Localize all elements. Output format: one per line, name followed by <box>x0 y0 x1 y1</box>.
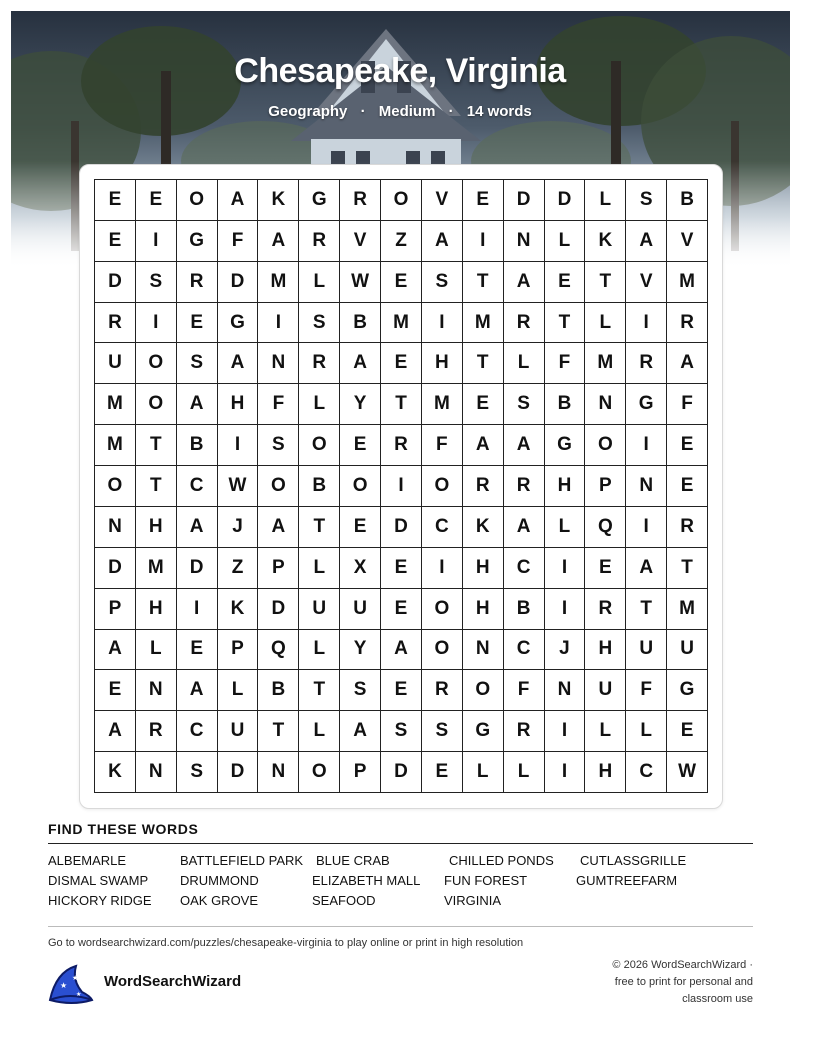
word-item: FUN FOREST <box>444 873 528 888</box>
grid-cell[interactable]: A <box>95 630 136 671</box>
grid-cell[interactable]: N <box>463 630 504 671</box>
grid-cell[interactable]: F <box>422 425 463 466</box>
grid-cell[interactable]: H <box>136 589 177 630</box>
grid-cell[interactable]: T <box>299 670 340 711</box>
grid-cell[interactable]: V <box>422 180 463 221</box>
grid-cell[interactable]: H <box>422 343 463 384</box>
grid-cell[interactable]: L <box>545 507 586 548</box>
grid-cell[interactable]: T <box>667 548 708 589</box>
grid-cell[interactable]: E <box>177 630 218 671</box>
grid-cell[interactable]: E <box>340 425 381 466</box>
grid-cell[interactable]: H <box>585 630 626 671</box>
grid-cell[interactable]: R <box>667 303 708 344</box>
grid-cell[interactable]: M <box>463 303 504 344</box>
grid-cell[interactable]: M <box>95 384 136 425</box>
grid-cell[interactable]: B <box>504 589 545 630</box>
grid-cell[interactable]: R <box>95 303 136 344</box>
grid-cell[interactable]: S <box>136 262 177 303</box>
grid-cell[interactable]: N <box>258 752 299 793</box>
grid-cell[interactable]: G <box>626 384 667 425</box>
puzzle-meta <box>0 103 800 120</box>
grid-cell[interactable]: I <box>136 303 177 344</box>
grid-cell[interactable]: K <box>585 221 626 262</box>
grid-cell[interactable]: O <box>177 180 218 221</box>
grid-cell[interactable]: E <box>95 180 136 221</box>
grid-cell[interactable]: R <box>504 303 545 344</box>
grid-cell[interactable]: P <box>585 466 626 507</box>
grid-cell[interactable]: H <box>545 466 586 507</box>
grid-cell[interactable]: A <box>422 221 463 262</box>
word-list-heading: FIND THESE WORDS <box>48 821 199 837</box>
grid-cell[interactable]: F <box>258 384 299 425</box>
grid-cell[interactable]: B <box>177 425 218 466</box>
grid-cell[interactable]: R <box>299 343 340 384</box>
grid-cell[interactable]: B <box>299 466 340 507</box>
grid-cell[interactable]: A <box>626 548 667 589</box>
word-item: DRUMMOND <box>180 873 259 888</box>
grid-cell[interactable]: D <box>218 262 259 303</box>
grid-cell[interactable]: A <box>340 711 381 752</box>
grid-cell[interactable]: G <box>463 711 504 752</box>
word-item: ALBEMARLE <box>48 853 127 868</box>
grid-cell[interactable]: H <box>463 589 504 630</box>
grid-cell[interactable]: H <box>463 548 504 589</box>
grid-cell[interactable]: R <box>667 507 708 548</box>
grid-cell[interactable]: L <box>299 262 340 303</box>
grid-cell[interactable]: L <box>299 711 340 752</box>
grid-cell[interactable]: M <box>381 303 422 344</box>
grid-cell[interactable]: L <box>299 548 340 589</box>
grid-cell[interactable]: K <box>95 752 136 793</box>
grid-cell[interactable]: R <box>299 221 340 262</box>
grid-cell[interactable]: E <box>381 589 422 630</box>
grid-cell[interactable]: P <box>95 589 136 630</box>
grid-cell[interactable]: T <box>585 262 626 303</box>
grid-cell[interactable]: I <box>463 221 504 262</box>
grid-cell[interactable]: N <box>258 343 299 384</box>
grid-cell[interactable]: C <box>177 711 218 752</box>
grid-cell[interactable]: G <box>177 221 218 262</box>
grid-cell[interactable]: D <box>177 548 218 589</box>
grid-cell[interactable]: S <box>381 711 422 752</box>
grid-cell[interactable]: E <box>381 548 422 589</box>
divider <box>48 926 753 927</box>
grid-cell[interactable]: M <box>95 425 136 466</box>
grid-cell[interactable]: F <box>545 343 586 384</box>
grid-cell[interactable]: E <box>667 711 708 752</box>
difficulty-label: Medium <box>378 103 436 120</box>
grid-cell[interactable]: S <box>258 425 299 466</box>
grid-cell[interactable]: Y <box>340 384 381 425</box>
grid-cell[interactable]: E <box>667 466 708 507</box>
grid-cell[interactable]: T <box>463 262 504 303</box>
grid-cell[interactable]: U <box>667 630 708 671</box>
grid-cell[interactable]: M <box>667 589 708 630</box>
grid-cell[interactable]: I <box>136 221 177 262</box>
grid-cell[interactable]: I <box>545 711 586 752</box>
grid-cell[interactable]: J <box>218 507 259 548</box>
grid-cell[interactable]: I <box>258 303 299 344</box>
grid-cell[interactable]: A <box>258 221 299 262</box>
grid-cell[interactable]: B <box>667 180 708 221</box>
word-item: DISMAL SWAMP <box>48 873 149 888</box>
grid-cell[interactable]: T <box>626 589 667 630</box>
grid-cell[interactable]: V <box>340 221 381 262</box>
grid-cell[interactable]: S <box>177 752 218 793</box>
grid-cell[interactable]: R <box>504 466 545 507</box>
grid-cell[interactable]: O <box>340 466 381 507</box>
grid-cell[interactable]: B <box>340 303 381 344</box>
meta-separator: · <box>448 103 454 120</box>
copyright-line: free to print for personal and <box>614 976 753 988</box>
grid-cell[interactable]: S <box>177 343 218 384</box>
grid-cell[interactable]: R <box>340 180 381 221</box>
word-item: CHILLED PONDS <box>449 853 554 868</box>
grid-cell[interactable]: R <box>136 711 177 752</box>
copyright-line: © 2026 WordSearchWizard · <box>612 959 753 971</box>
grid-cell[interactable]: I <box>545 548 586 589</box>
grid-cell[interactable]: A <box>177 507 218 548</box>
meta-separator: · <box>360 103 366 120</box>
grid-cell[interactable]: E <box>177 303 218 344</box>
grid-cell[interactable]: A <box>504 262 545 303</box>
grid-cell[interactable]: R <box>177 262 218 303</box>
grid-cell[interactable]: E <box>381 670 422 711</box>
grid-cell[interactable]: O <box>422 466 463 507</box>
grid-cell[interactable]: C <box>504 548 545 589</box>
grid-cell[interactable]: S <box>504 384 545 425</box>
svg-text:★: ★ <box>72 974 79 982</box>
grid-cell[interactable]: A <box>177 384 218 425</box>
word-item: VIRGINIA <box>444 893 502 908</box>
grid-cell[interactable]: I <box>381 466 422 507</box>
grid-cell[interactable]: C <box>422 507 463 548</box>
grid-cell[interactable]: G <box>218 303 259 344</box>
grid-cell[interactable]: T <box>545 303 586 344</box>
grid-cell[interactable]: C <box>504 630 545 671</box>
grid-cell[interactable]: K <box>463 507 504 548</box>
grid-cell[interactable]: K <box>218 589 259 630</box>
grid-cell[interactable]: N <box>545 670 586 711</box>
grid-cell[interactable]: R <box>381 425 422 466</box>
grid-cell[interactable]: A <box>626 221 667 262</box>
grid-cell[interactable]: S <box>422 711 463 752</box>
grid-cell[interactable]: N <box>626 466 667 507</box>
grid-cell[interactable]: E <box>340 507 381 548</box>
svg-text:★: ★ <box>76 991 82 998</box>
grid-cell[interactable]: E <box>95 221 136 262</box>
grid-cell[interactable]: O <box>381 180 422 221</box>
grid-cell[interactable]: T <box>381 384 422 425</box>
grid-cell[interactable]: L <box>585 303 626 344</box>
grid-cell[interactable]: T <box>463 343 504 384</box>
puzzle-title: Chesapeake, Virginia <box>234 52 566 90</box>
grid-cell[interactable]: S <box>340 670 381 711</box>
grid-cell[interactable]: P <box>218 630 259 671</box>
grid-cell[interactable]: B <box>545 384 586 425</box>
grid-cell[interactable]: B <box>258 670 299 711</box>
grid-cell[interactable]: L <box>218 670 259 711</box>
word-item: HICKORY RIDGE <box>48 893 152 908</box>
grid-cell[interactable]: L <box>585 711 626 752</box>
grid-cell[interactable]: P <box>258 548 299 589</box>
grid-cell[interactable]: S <box>299 303 340 344</box>
grid-cell[interactable]: I <box>177 589 218 630</box>
grid-cell[interactable]: Q <box>258 630 299 671</box>
grid-cell[interactable]: U <box>299 589 340 630</box>
grid-cell[interactable]: L <box>504 752 545 793</box>
grid-cell[interactable]: Z <box>218 548 259 589</box>
word-item: SEAFOOD <box>312 893 376 908</box>
grid-cell[interactable]: F <box>218 221 259 262</box>
grid-cell[interactable]: A <box>504 425 545 466</box>
grid-cell[interactable]: V <box>667 221 708 262</box>
grid-cell[interactable]: W <box>340 262 381 303</box>
grid-cell[interactable]: I <box>545 589 586 630</box>
grid-cell[interactable]: N <box>95 507 136 548</box>
grid-cell[interactable]: H <box>218 384 259 425</box>
grid-cell[interactable]: O <box>136 343 177 384</box>
grid-cell[interactable]: I <box>626 425 667 466</box>
grid-cell[interactable]: Q <box>585 507 626 548</box>
grid-cell[interactable]: I <box>422 548 463 589</box>
grid-cell[interactable]: A <box>381 630 422 671</box>
grid-cell[interactable]: P <box>340 752 381 793</box>
grid-cell[interactable]: D <box>95 262 136 303</box>
word-item: BATTLEFIELD PARK <box>180 853 304 868</box>
grid-cell[interactable]: O <box>463 670 504 711</box>
grid-cell[interactable]: N <box>585 384 626 425</box>
grid-cell[interactable]: E <box>381 262 422 303</box>
grid-cell[interactable]: F <box>504 670 545 711</box>
grid-cell[interactable]: M <box>258 262 299 303</box>
grid-cell[interactable]: U <box>626 630 667 671</box>
grid-cell[interactable]: A <box>218 343 259 384</box>
grid-cell[interactable]: E <box>463 384 504 425</box>
category-label: Geography <box>268 103 348 120</box>
grid-cell[interactable]: D <box>504 180 545 221</box>
word-item: CUTLASSGRILLE <box>580 853 687 868</box>
grid-cell[interactable]: U <box>340 589 381 630</box>
grid-cell[interactable]: I <box>545 752 586 793</box>
grid-cell[interactable]: L <box>136 630 177 671</box>
grid-cell[interactable]: N <box>136 752 177 793</box>
word-item: OAK GROVE <box>180 893 259 908</box>
grid-cell[interactable]: X <box>340 548 381 589</box>
grid-cell[interactable]: O <box>299 425 340 466</box>
grid-cell[interactable]: M <box>422 384 463 425</box>
grid-cell[interactable]: E <box>585 548 626 589</box>
grid-cell[interactable]: Z <box>381 221 422 262</box>
grid-cell[interactable]: O <box>585 425 626 466</box>
grid-cell[interactable]: L <box>463 752 504 793</box>
grid-cell[interactable]: O <box>422 589 463 630</box>
grid-cell[interactable]: E <box>667 425 708 466</box>
grid-cell[interactable]: R <box>585 589 626 630</box>
grid-cell[interactable]: W <box>218 466 259 507</box>
grid-cell[interactable]: L <box>545 221 586 262</box>
grid-cell[interactable]: R <box>463 466 504 507</box>
grid-cell[interactable]: U <box>585 670 626 711</box>
word-item: GUMTREEFARM <box>576 873 678 888</box>
grid-cell[interactable]: H <box>585 752 626 793</box>
grid-cell[interactable]: R <box>422 670 463 711</box>
grid-cell[interactable]: F <box>667 384 708 425</box>
grid-cell[interactable]: A <box>218 180 259 221</box>
grid-cell[interactable]: D <box>381 507 422 548</box>
grid-cell[interactable]: Y <box>340 630 381 671</box>
word-item: BLUE CRAB <box>316 853 390 868</box>
grid-cell[interactable]: D <box>258 589 299 630</box>
grid-cell[interactable]: A <box>504 507 545 548</box>
grid-cell[interactable]: M <box>667 262 708 303</box>
grid-cell[interactable]: T <box>136 466 177 507</box>
grid-cell[interactable]: L <box>504 343 545 384</box>
grid-cell[interactable]: E <box>136 180 177 221</box>
grid-cell[interactable]: A <box>177 670 218 711</box>
word-item: ELIZABETH MALL <box>312 873 421 888</box>
grid-cell[interactable]: G <box>667 670 708 711</box>
grid-cell[interactable]: C <box>626 752 667 793</box>
grid-cell[interactable]: T <box>136 425 177 466</box>
grid-cell[interactable]: O <box>95 466 136 507</box>
grid-cell[interactable]: G <box>545 425 586 466</box>
grid-cell[interactable]: A <box>340 343 381 384</box>
grid-cell[interactable]: U <box>95 343 136 384</box>
grid-cell[interactable]: C <box>177 466 218 507</box>
grid-cell[interactable]: I <box>626 303 667 344</box>
grid-cell[interactable]: O <box>422 630 463 671</box>
word-count-label: 14 words <box>466 103 532 120</box>
grid-cell[interactable]: G <box>299 180 340 221</box>
grid-cell[interactable]: F <box>626 670 667 711</box>
grid-cell[interactable]: U <box>218 711 259 752</box>
wizard-hat-icon <box>46 962 94 1006</box>
grid-cell[interactable]: T <box>299 507 340 548</box>
grid-cell[interactable]: S <box>626 180 667 221</box>
grid-cell[interactable]: S <box>422 262 463 303</box>
grid-cell[interactable]: K <box>258 180 299 221</box>
letter-grid[interactable] <box>94 179 708 793</box>
grid-cell[interactable]: A <box>95 711 136 752</box>
grid-cell[interactable]: A <box>258 507 299 548</box>
grid-cell[interactable]: E <box>95 670 136 711</box>
play-online-link[interactable]: Go to wordsearchwizard.com/puzzles/chesapeake-virginia to play online or print in high resolution <box>48 937 524 949</box>
grid-cell[interactable]: I <box>218 425 259 466</box>
grid-cell[interactable]: E <box>422 752 463 793</box>
svg-text:★: ★ <box>60 981 68 990</box>
grid-cell[interactable]: N <box>504 221 545 262</box>
grid-cell[interactable]: D <box>95 548 136 589</box>
copyright-line: classroom use <box>682 993 753 1005</box>
grid-cell[interactable]: W <box>667 752 708 793</box>
grid-cell[interactable]: N <box>136 670 177 711</box>
grid-cell[interactable]: T <box>258 711 299 752</box>
grid-cell[interactable]: V <box>626 262 667 303</box>
grid-cell[interactable]: I <box>626 507 667 548</box>
grid-cell[interactable]: A <box>463 425 504 466</box>
grid-cell[interactable]: R <box>626 343 667 384</box>
grid-cell[interactable]: A <box>667 343 708 384</box>
grid-cell[interactable]: D <box>545 180 586 221</box>
grid-cell[interactable]: E <box>381 343 422 384</box>
grid-cell[interactable]: L <box>299 630 340 671</box>
grid-cell[interactable]: R <box>504 711 545 752</box>
grid-cell[interactable]: E <box>463 180 504 221</box>
grid-cell[interactable]: O <box>299 752 340 793</box>
grid-cell[interactable]: D <box>218 752 259 793</box>
grid-cell[interactable]: M <box>136 548 177 589</box>
grid-cell[interactable]: O <box>136 384 177 425</box>
grid-cell[interactable]: I <box>422 303 463 344</box>
grid-cell[interactable]: L <box>626 711 667 752</box>
divider <box>48 843 753 844</box>
grid-cell[interactable]: D <box>381 752 422 793</box>
grid-cell[interactable]: L <box>585 180 626 221</box>
grid-cell[interactable]: L <box>299 384 340 425</box>
grid-cell[interactable]: J <box>545 630 586 671</box>
grid-cell[interactable]: H <box>136 507 177 548</box>
copyright-notice <box>553 957 753 1008</box>
brand-name: WordSearchWizard <box>104 973 242 990</box>
grid-cell[interactable]: M <box>585 343 626 384</box>
grid-cell[interactable]: E <box>545 262 586 303</box>
grid-cell[interactable]: O <box>258 466 299 507</box>
